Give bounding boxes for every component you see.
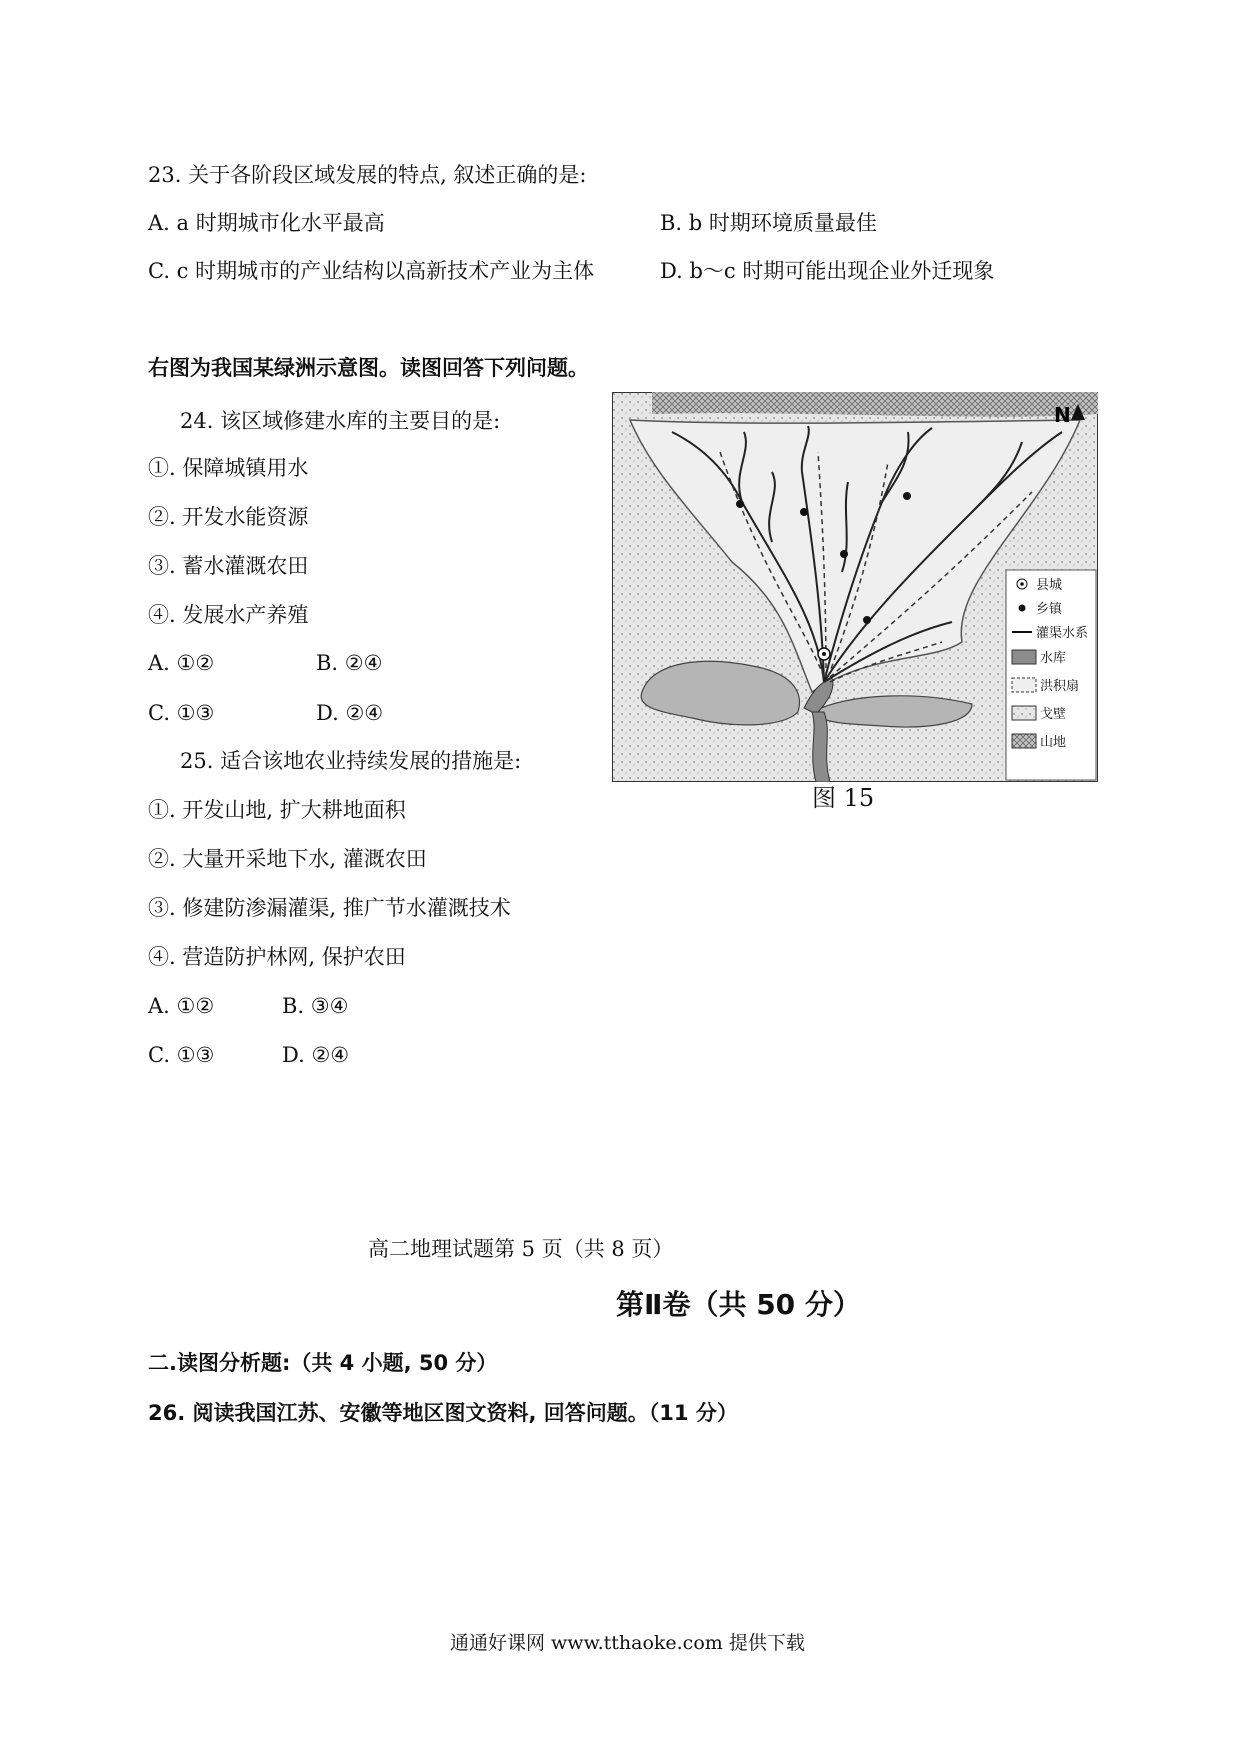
q24-option-b: B. ②④ [316,651,383,675]
q23-option-a: A. a 时期城市化水平最高 [148,211,385,235]
svg-text:洪积扇: 洪积扇 [1040,679,1080,694]
mountain-area [652,392,1098,417]
q25-option-a: A. ①② [148,994,215,1018]
q24-stem: 24. 该区域修建水库的主要目的是: [180,409,501,433]
q25-item-2: ②. 大量开采地下水, 灌溉农田 [148,847,427,871]
q25-item-4: ④. 营造防护林网, 保护农田 [148,945,406,969]
q25-option-c: C. ①③ [148,1043,215,1067]
svg-text:戈壁: 戈壁 [1040,707,1067,722]
oasis-map [612,392,1098,782]
q26-stem: 26. 阅读我国江苏、安徽等地区图文资料, 回答问题。（11 分） [148,1401,738,1425]
section2-title: 二.读图分析题:（共 4 小题, 50 分） [148,1351,498,1375]
map-legend [1006,570,1096,780]
svg-text:山地: 山地 [1040,735,1067,750]
q25-option-d: D. ②④ [282,1043,350,1067]
q23-option-d: D. b～c 时期可能出现企业外迁现象 [660,259,995,283]
section-intro: 右图为我国某绿洲示意图。读图回答下列问题。 [148,356,589,380]
svg-text:灌渠水系: 灌渠水系 [1036,626,1089,641]
svg-text:N: N [1054,403,1071,427]
q24-item-4: ④. 发展水产养殖 [148,603,309,627]
q25-stem: 25. 适合该地农业持续发展的措施是: [180,749,522,773]
svg-text:水库: 水库 [1040,651,1067,666]
q24-item-1: ①. 保障城镇用水 [148,456,309,480]
q25-item-1: ①. 开发山地, 扩大耕地面积 [148,798,406,822]
q25-item-3: ③. 修建防渗漏灌渠, 推广节水灌溉技术 [148,896,511,920]
q23-stem: 23. 关于各阶段区域发展的特点, 叙述正确的是: [148,163,587,187]
q24-item-2: ②. 开发水能资源 [148,505,309,529]
figure-caption: 图 15 [812,784,875,812]
q24-option-c: C. ①③ [148,701,215,725]
svg-text:乡镇: 乡镇 [1036,602,1063,617]
q25-option-b: B. ③④ [282,994,349,1018]
q24-option-a: A. ①② [148,651,215,675]
part2-title: 第Ⅱ卷（共 50 分） [616,1288,861,1321]
q23-option-c: C. c 时期城市的产业结构以高新技术产业为主体 [148,259,595,283]
q24-item-3: ③. 蓄水灌溉农田 [148,554,309,578]
svg-text:县城: 县城 [1036,578,1063,593]
q23-option-b: B. b 时期环境质量最佳 [660,211,877,235]
q24-option-d: D. ②④ [316,701,384,725]
page-footer: 高二地理试题第 5 页（共 8 页） [368,1237,674,1261]
site-footer: 通通好课网 www.tthaoke.com 提供下载 [450,1632,805,1654]
